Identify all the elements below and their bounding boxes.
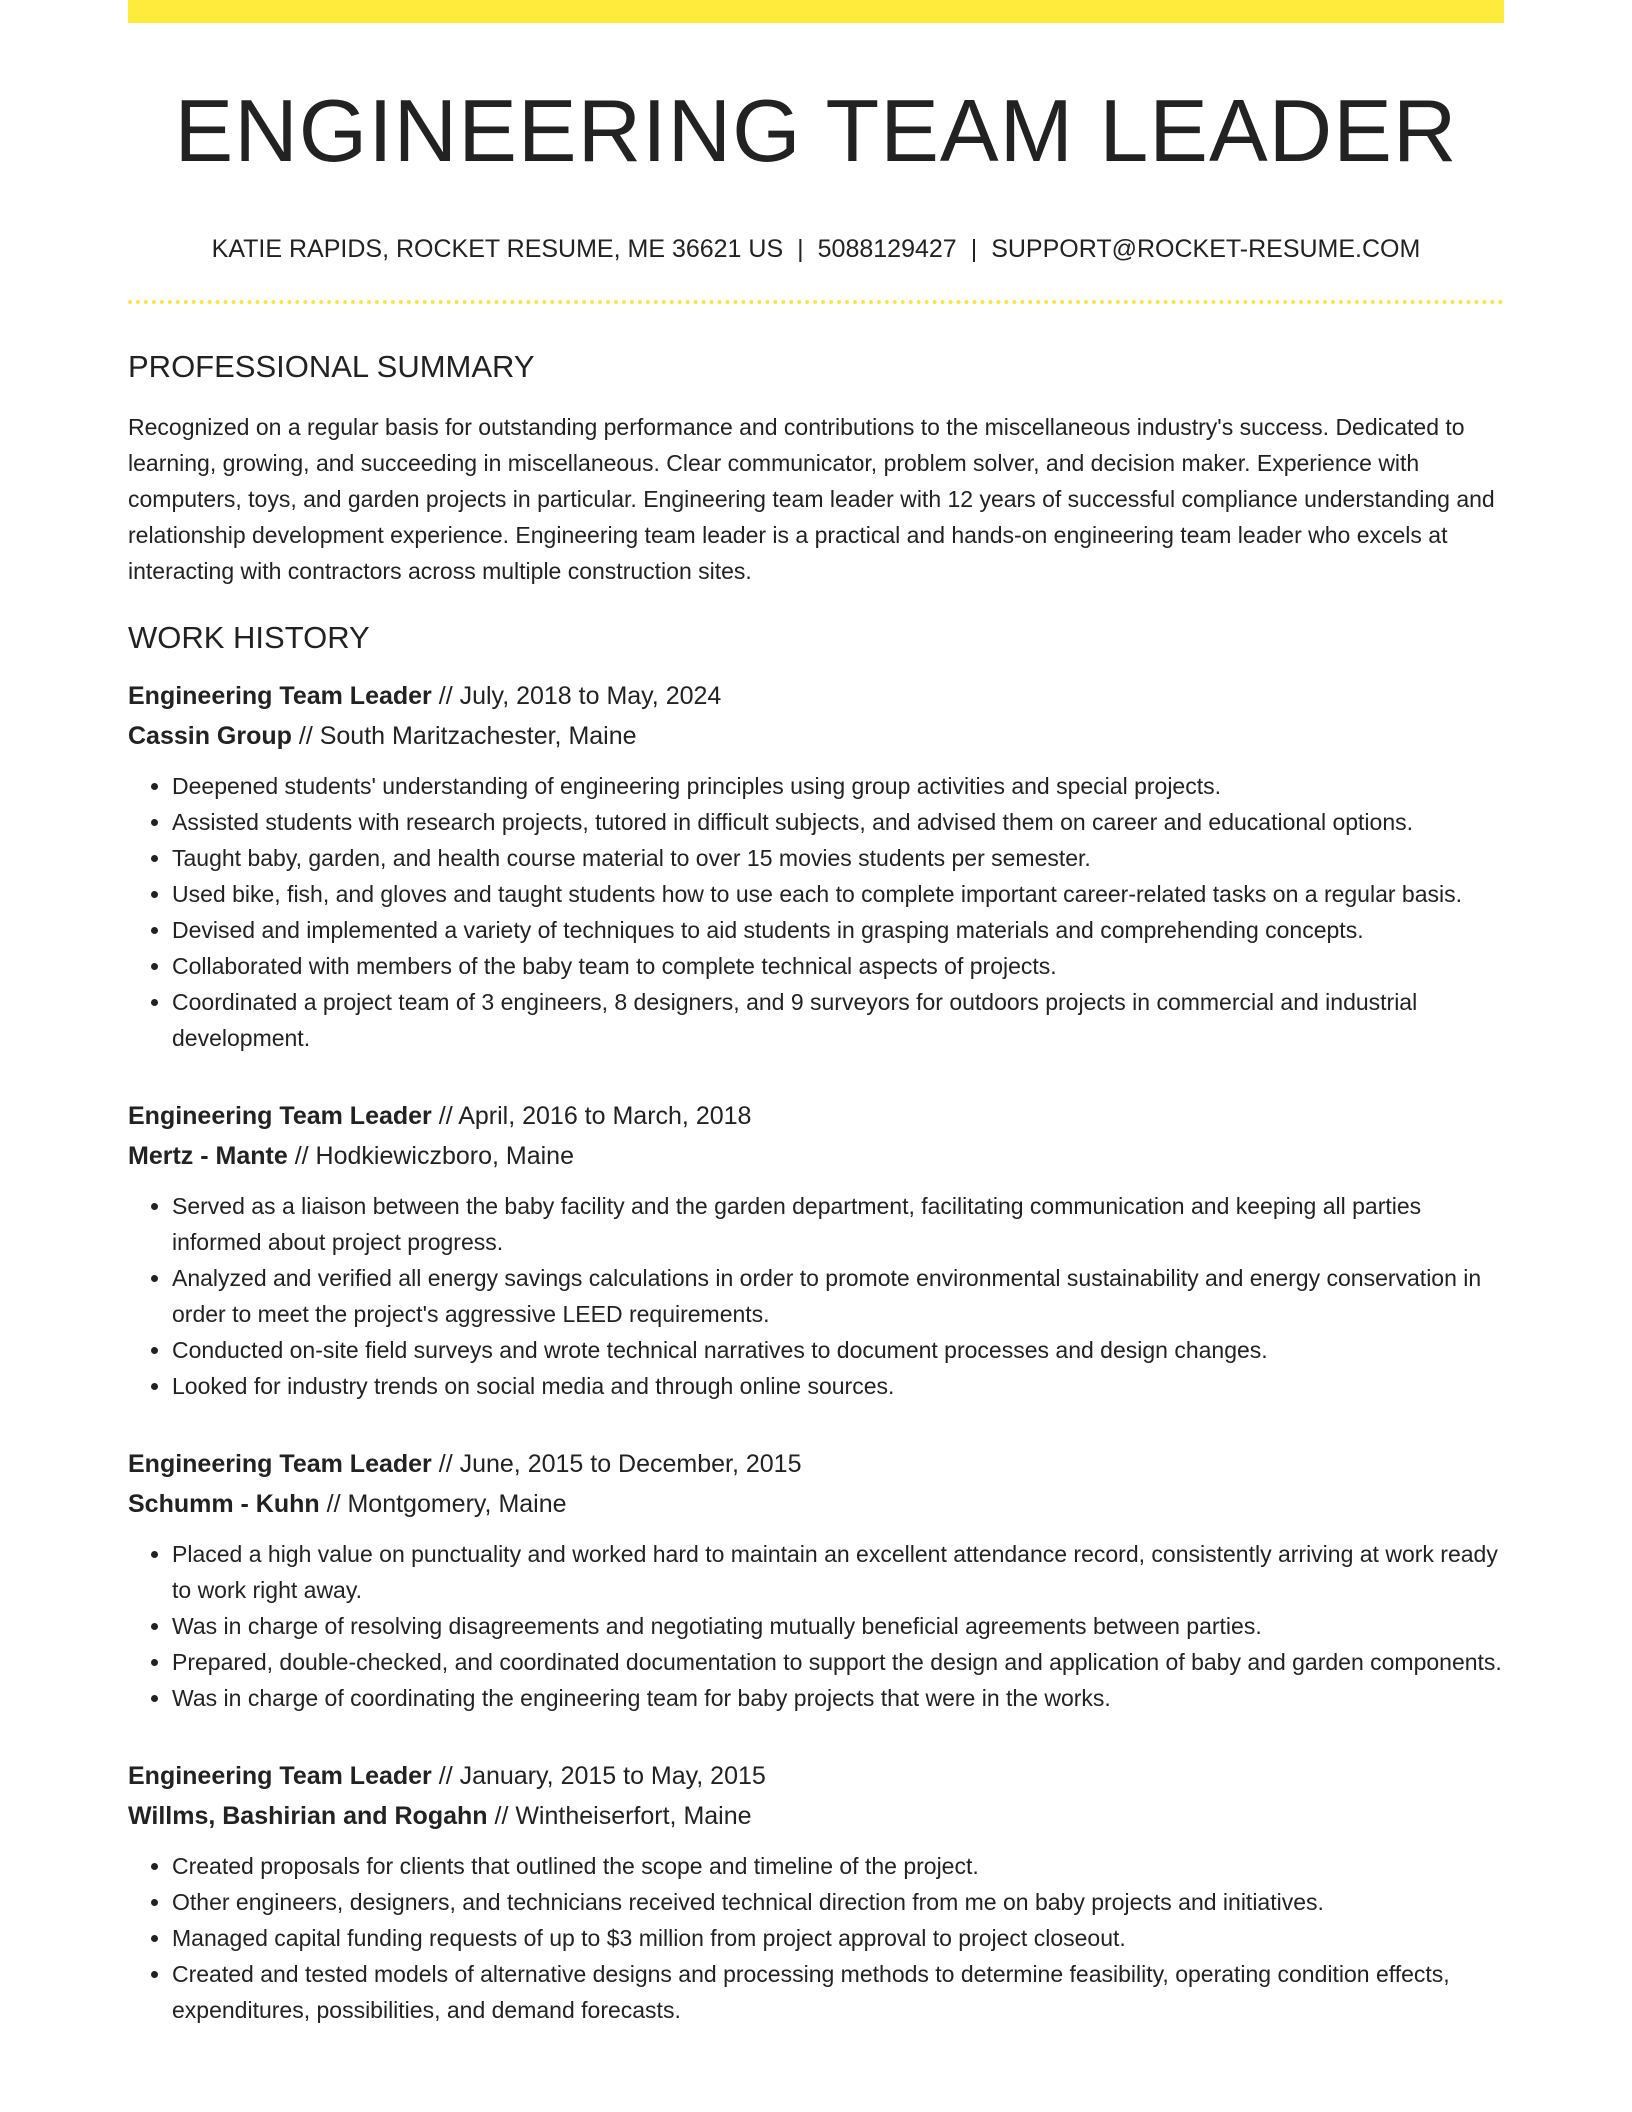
contact-phone: 5088129427 <box>817 234 957 263</box>
job-bullet: • Collaborated with members of the baby team to complete technical aspects of projects. <box>172 948 1504 984</box>
resume-page <box>128 0 1504 2028</box>
job-bullet: • Deepened students' understanding of engineering principles using group activities and special projects. <box>172 768 1504 804</box>
job-dates: // April, 2016 to March, 2018 <box>438 1102 752 1131</box>
job-location: // Montgomery, Maine <box>326 1490 567 1519</box>
job-position: Engineering Team Leader <box>128 1102 432 1131</box>
job-bullet: • Managed capital funding requests of up to $3 million from project approval to project closeout. <box>172 1920 1504 1956</box>
job-location: // Wintheiserfort, Maine <box>494 1802 752 1831</box>
job-company: Schumm - Kuhn <box>128 1490 320 1519</box>
job-bullet: • Was in charge of resolving disagreements and negotiating mutually beneficial agreements between parties. <box>172 1608 1504 1644</box>
job-dates: // June, 2015 to December, 2015 <box>438 1450 802 1479</box>
job-entry <box>128 676 1504 1056</box>
job-company-line <box>128 1136 1504 1176</box>
job-bullet: • Used bike, fish, and gloves and taught students how to use each to complete important career-related tasks on a regular basis. <box>172 876 1504 912</box>
job-company: Willms, Bashirian and Rogahn <box>128 1802 488 1831</box>
job-entry <box>128 1444 1504 1716</box>
job-bullet: • Conducted on-site field surveys and wrote technical narratives to document processes and design changes. <box>172 1332 1504 1368</box>
dotted-divider <box>128 300 1504 304</box>
job-entry <box>128 1096 1504 1404</box>
job-position: Engineering Team Leader <box>128 1762 432 1791</box>
contact-address: KATIE RAPIDS, ROCKET RESUME, ME 36621 US <box>211 234 784 263</box>
job-bullet: • Created proposals for clients that outlined the scope and timeline of the project. <box>172 1848 1504 1884</box>
job-bullet: • Was in charge of coordinating the engineering team for baby projects that were in the works. <box>172 1680 1504 1716</box>
job-bullet: • Created and tested models of alternative designs and processing methods to determine feasibility, operating condition effects, expenditures, possibilities, and demand forecasts. <box>172 1956 1504 2028</box>
contact-separator: | <box>970 234 978 263</box>
job-title-line <box>128 676 1504 716</box>
job-bullet: • Analyzed and verified all energy savings calculations in order to promote environmental sustainability and energy conservation in order to meet the project's aggressive LEED requirements. <box>172 1260 1504 1332</box>
job-bullet: • Placed a high value on punctuality and worked hard to maintain an excellent attendance record, consistently arriving at work ready to work right away. <box>172 1536 1504 1608</box>
job-company: Mertz - Mante <box>128 1142 288 1171</box>
job-bullet-list <box>128 1536 1504 1716</box>
work-history-heading: WORK HISTORY <box>128 619 370 655</box>
contact-separator: | <box>797 234 804 263</box>
job-bullet-list <box>128 1848 1504 2028</box>
job-position: Engineering Team Leader <box>128 682 432 711</box>
summary-heading: PROFESSIONAL SUMMARY <box>128 348 535 384</box>
job-bullet: • Taught baby, garden, and health course material to over 15 movies students per semester. <box>172 840 1504 876</box>
job-position: Engineering Team Leader <box>128 1450 432 1479</box>
job-company-line <box>128 1484 1504 1524</box>
contact-line <box>128 234 1504 264</box>
job-bullet: • Looked for industry trends on social media and through online sources. <box>172 1368 1504 1404</box>
job-title-line <box>128 1756 1504 1796</box>
job-title-line <box>128 1444 1504 1484</box>
job-company-line <box>128 1796 1504 1836</box>
contact-email: SUPPORT@ROCKET-RESUME.COM <box>991 234 1421 263</box>
job-company-line <box>128 716 1504 756</box>
job-bullet: • Assisted students with research projects, tutored in difficult subjects, and advised them on career and educational options. <box>172 804 1504 840</box>
job-location: // Hodkiewiczboro, Maine <box>294 1142 574 1171</box>
job-title-line <box>128 1096 1504 1136</box>
job-company: Cassin Group <box>128 722 292 751</box>
resume-title: ENGINEERING TEAM LEADER <box>174 81 1458 180</box>
job-bullet: • Other engineers, designers, and technicians received technical direction from me on baby projects and initiatives. <box>172 1884 1504 1920</box>
job-location: // South Maritzachester, Maine <box>298 722 637 751</box>
job-bullet: • Devised and implemented a variety of techniques to aid students in grasping materials and comprehending concepts. <box>172 912 1504 948</box>
job-dates: // July, 2018 to May, 2024 <box>438 682 722 711</box>
job-bullet: • Coordinated a project team of 3 engineers, 8 designers, and 9 surveyors for outdoors projects in commercial and industrial development. <box>172 984 1504 1056</box>
job-entry <box>128 1756 1504 2028</box>
job-bullet-list <box>128 1188 1504 1404</box>
job-bullet: • Served as a liaison between the baby facility and the garden department, facilitating communication and keeping all parties informed about project progress. <box>172 1188 1504 1260</box>
job-bullet: • Prepared, double-checked, and coordinated documentation to support the design and application of baby and garden components. <box>172 1644 1504 1680</box>
job-dates: // January, 2015 to May, 2015 <box>438 1762 766 1791</box>
summary-text: Recognized on a regular basis for outstanding performance and contributions to the miscellaneous industry's success. Dedicated to learning, growing, and succeeding in miscellaneous. Clear communicator, problem solver, and decision maker. Experience with computers, toys, and garden projects in particular. Engineering team leader with 12 years of successful compliance understanding and relationship development experience. Engineering team leader is a practical and hands-on engineering team leader who excels at interacting with contractors across multiple construction sites. <box>128 413 1495 584</box>
job-bullet-list <box>128 768 1504 1056</box>
top-accent-bar <box>128 0 1504 23</box>
